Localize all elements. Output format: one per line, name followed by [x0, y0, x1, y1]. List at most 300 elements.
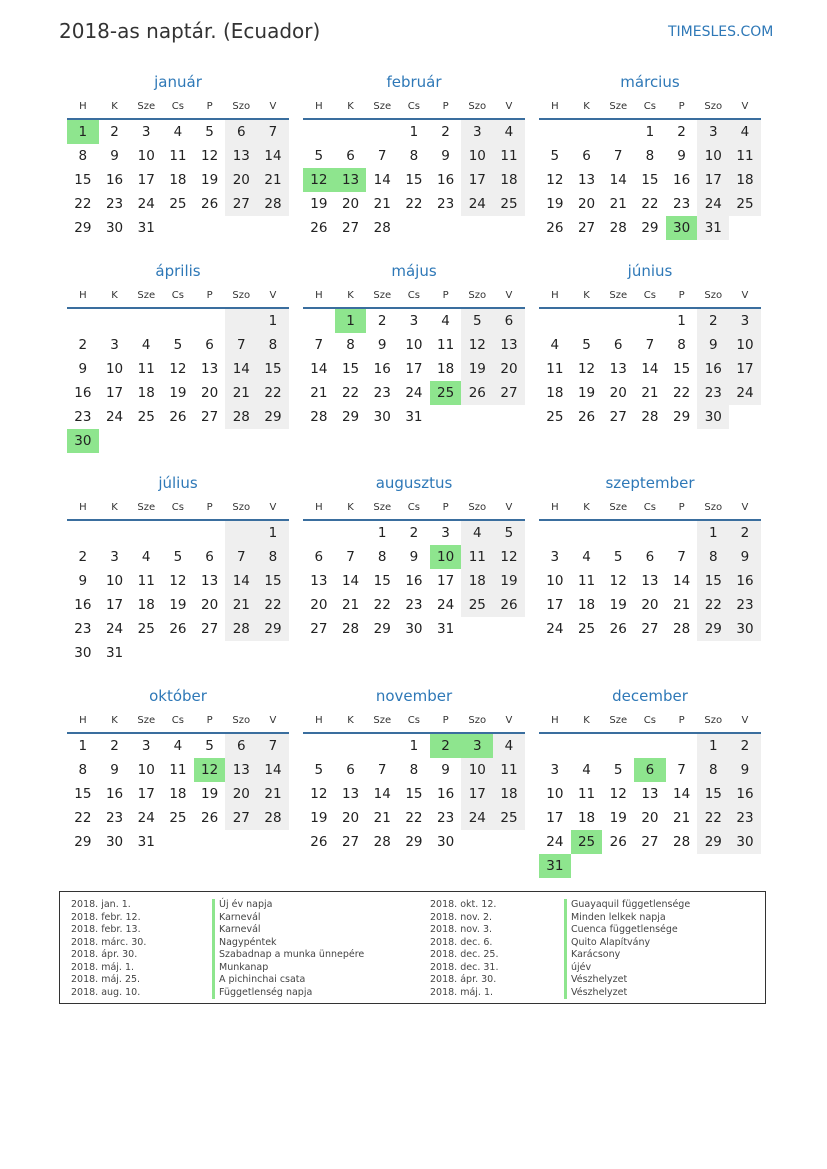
day-cell: 11: [169, 762, 187, 778]
day-cell: 28: [373, 220, 391, 236]
day-cell: 21: [673, 597, 691, 613]
legend-date: 2018. nov. 3.: [430, 924, 493, 935]
day-cell: 22: [673, 385, 691, 401]
day-cell: 23: [437, 810, 455, 826]
day-cell: 14: [225, 357, 257, 381]
weekday-label: Cs: [407, 714, 420, 726]
legend-holiday-name: Függetlenség napja: [212, 987, 364, 1000]
legend-holiday-name: Munkanap: [212, 962, 364, 975]
day-cell: 20: [493, 357, 525, 381]
day-cell: 9: [409, 549, 419, 565]
day-cell: 19: [310, 810, 328, 826]
day-cell: 1: [677, 313, 686, 329]
day-cell: 13: [341, 786, 360, 802]
day-cell: 18: [169, 786, 187, 802]
day-cell: 21: [641, 385, 659, 401]
day-cell: 27: [201, 621, 219, 637]
day-cell: 18: [461, 569, 493, 593]
day-cell: 30: [405, 621, 423, 637]
legend-date: 2018. okt. 12.: [430, 899, 497, 910]
day-cell: 21: [257, 782, 289, 806]
empty-cell: [430, 216, 462, 240]
day-cell: 27: [310, 621, 328, 637]
weekday-label: P: [442, 501, 449, 513]
month-name: január: [154, 73, 202, 91]
day-cell: 25: [461, 593, 493, 617]
day-cell: 4: [461, 521, 493, 545]
day-cell: 23: [74, 621, 92, 637]
day-cell: 28: [257, 806, 289, 830]
day-cell: 17: [461, 168, 493, 192]
day-cell: 23: [74, 409, 92, 425]
day-cell: 22: [697, 593, 729, 617]
day-cell: 7: [257, 734, 289, 758]
weekday-label: P: [678, 100, 685, 112]
empty-cell: [303, 521, 335, 545]
day-cell: 1: [697, 734, 729, 758]
weekday-label: Cs: [407, 501, 420, 513]
day-cell: 4: [173, 124, 183, 140]
weekday-label: H: [315, 501, 323, 513]
day-cell: 18: [577, 810, 596, 826]
empty-cell: [571, 734, 603, 758]
weekday-label: V: [505, 289, 513, 301]
day-cell: 17: [105, 385, 124, 401]
day-cell: 21: [373, 810, 391, 826]
day-cell: 10: [461, 758, 493, 782]
day-cell: 24: [105, 409, 124, 425]
day-cell: 12: [303, 168, 335, 192]
weekday-label: Cs: [171, 289, 184, 301]
day-cell: 9: [78, 573, 88, 589]
day-cell: 19: [546, 196, 564, 212]
day-cell: 27: [577, 220, 596, 236]
day-cell: 14: [341, 573, 360, 589]
month-block: [67, 473, 289, 665]
day-cell: 4: [582, 549, 591, 565]
day-cell: 24: [105, 621, 124, 637]
month-block: [303, 473, 525, 641]
day-cell: 29: [257, 617, 289, 641]
empty-cell: [697, 854, 729, 878]
day-cell: 6: [613, 337, 623, 353]
weekday-label: P: [678, 289, 685, 301]
weekday-label: Szo: [704, 714, 723, 726]
day-cell: 3: [110, 337, 119, 353]
day-cell: 19: [461, 357, 493, 381]
day-cell: 10: [105, 361, 124, 377]
day-cell: 11: [729, 144, 761, 168]
day-grid: [67, 120, 289, 240]
day-cell: 22: [257, 593, 289, 617]
legend-holiday-name: Karácsony: [564, 949, 690, 962]
empty-cell: [225, 521, 257, 545]
weekday-label: Szo: [704, 289, 723, 301]
day-cell: 13: [201, 573, 219, 589]
day-cell: 24: [137, 810, 155, 826]
day-cell: 20: [225, 168, 257, 192]
day-cell: 5: [314, 148, 324, 164]
day-cell: 20: [201, 597, 219, 613]
day-cell: 13: [335, 168, 367, 192]
day-cell: 14: [673, 573, 691, 589]
day-cell: 9: [697, 333, 729, 357]
month-block: [539, 686, 761, 878]
day-cell: 15: [74, 786, 92, 802]
empty-cell: [602, 309, 634, 333]
empty-cell: [539, 521, 571, 545]
day-cell: 17: [105, 597, 124, 613]
day-cell: 18: [577, 597, 596, 613]
empty-cell: [666, 854, 698, 878]
legend-date: 2018. ápr. 30.: [71, 949, 138, 960]
day-cell: 14: [373, 172, 391, 188]
day-cell: 20: [641, 597, 659, 613]
legend-date: 2018. dec. 6.: [430, 936, 493, 948]
month-name: szeptember: [605, 474, 695, 492]
empty-cell: [461, 216, 493, 240]
empty-cell: [99, 521, 131, 545]
day-cell: 27: [641, 621, 659, 637]
weekday-label: Sze: [373, 501, 392, 513]
day-cell: 26: [609, 834, 627, 850]
weekday-label: K: [583, 100, 590, 112]
day-cell: 11: [169, 148, 187, 164]
day-cell: 18: [493, 168, 525, 192]
empty-cell: [162, 216, 194, 240]
day-cell: 26: [310, 220, 328, 236]
day-cell: 7: [377, 762, 387, 778]
day-cell: 4: [441, 313, 450, 329]
day-grid: [67, 521, 289, 665]
empty-cell: [225, 830, 257, 854]
day-cell: 10: [137, 762, 155, 778]
day-cell: 18: [137, 597, 155, 613]
day-cell: 29: [641, 220, 659, 236]
empty-cell: [634, 854, 666, 878]
weekday-label: H: [79, 100, 87, 112]
day-cell: 29: [405, 834, 423, 850]
day-cell: 23: [405, 597, 423, 613]
weekday-header: [539, 495, 761, 519]
day-cell: 11: [493, 144, 525, 168]
day-cell: 28: [225, 617, 257, 641]
day-cell: 16: [729, 782, 761, 806]
day-cell: 24: [729, 381, 761, 405]
day-cell: 24: [546, 621, 564, 637]
day-cell: 31: [697, 216, 729, 240]
day-cell: 31: [137, 220, 155, 236]
empty-cell: [366, 734, 398, 758]
day-cell: 17: [405, 361, 423, 377]
legend-holiday-name: Szabadnap a munka ünnepére: [212, 949, 364, 962]
legend-holiday-name: Quito Alapítvány: [564, 937, 690, 950]
day-cell: 3: [550, 549, 560, 565]
day-cell: 23: [673, 196, 691, 212]
day-cell: 4: [582, 762, 591, 778]
day-grid: [303, 734, 525, 854]
empty-cell: [666, 734, 698, 758]
day-cell: 25: [571, 830, 603, 854]
legend-holiday-name: Cuenca függetlensége: [564, 924, 690, 937]
empty-cell: [194, 641, 226, 665]
day-cell: 11: [577, 573, 596, 589]
day-cell: 2: [677, 124, 686, 140]
day-cell: 12: [461, 333, 493, 357]
day-cell: 18: [437, 361, 455, 377]
day-cell: 2: [729, 521, 761, 545]
page-title: 2018-as naptár. (Ecuador): [59, 19, 321, 43]
day-cell: 21: [225, 593, 257, 617]
day-cell: 5: [493, 521, 525, 545]
day-cell: 11: [461, 545, 493, 569]
legend-date: 2018. jan. 1.: [71, 899, 131, 910]
empty-cell: [303, 309, 335, 333]
day-cell: 20: [341, 810, 360, 826]
day-grid: [539, 120, 761, 240]
day-cell: 22: [341, 385, 360, 401]
day-cell: 29: [697, 617, 729, 641]
weekday-label: K: [111, 714, 118, 726]
empty-cell: [335, 120, 367, 144]
day-cell: 25: [137, 621, 155, 637]
day-cell: 1: [67, 120, 99, 144]
weekday-header: [303, 495, 525, 519]
empty-cell: [303, 734, 335, 758]
day-cell: 31: [137, 834, 155, 850]
day-cell: 21: [225, 381, 257, 405]
day-cell: 6: [493, 309, 525, 333]
day-cell: 16: [373, 361, 391, 377]
day-cell: 7: [225, 545, 257, 569]
day-cell: 14: [257, 144, 289, 168]
day-cell: 22: [74, 196, 92, 212]
day-cell: 22: [373, 597, 391, 613]
day-cell: 6: [346, 762, 355, 778]
empty-cell: [430, 405, 462, 429]
weekday-label: Cs: [171, 714, 184, 726]
day-cell: 13: [493, 333, 525, 357]
empty-cell: [162, 521, 194, 545]
day-cell: 24: [546, 834, 564, 850]
legend-date: 2018. ápr. 30.: [430, 974, 497, 985]
weekday-label: H: [79, 501, 87, 513]
weekday-label: Sze: [137, 100, 156, 112]
day-cell: 22: [697, 806, 729, 830]
day-cell: 7: [677, 549, 686, 565]
legend-date: 2018. febr. 13.: [71, 924, 141, 935]
day-cell: 17: [461, 782, 493, 806]
empty-cell: [666, 521, 698, 545]
day-cell: 1: [257, 309, 289, 333]
day-cell: 2: [110, 738, 119, 754]
empty-cell: [634, 734, 666, 758]
weekday-label: Szo: [468, 714, 487, 726]
day-cell: 4: [493, 734, 525, 758]
day-cell: 5: [461, 309, 493, 333]
day-cell: 4: [141, 337, 151, 353]
day-cell: 24: [137, 196, 155, 212]
weekday-label: P: [678, 501, 685, 513]
day-cell: 2: [78, 337, 88, 353]
empty-cell: [194, 521, 226, 545]
brand-link[interactable]: TIMESLES.COM: [668, 24, 774, 40]
day-cell: 1: [409, 124, 419, 140]
day-cell: 7: [677, 762, 686, 778]
weekday-label: Szo: [468, 289, 487, 301]
day-grid: [303, 309, 525, 429]
empty-cell: [461, 830, 493, 854]
day-cell: 9: [78, 361, 88, 377]
legend-date: 2018. máj. 1.: [71, 961, 135, 973]
day-cell: 19: [310, 196, 328, 212]
day-cell: 14: [225, 569, 257, 593]
weekday-label: V: [269, 501, 277, 513]
day-cell: 4: [550, 337, 560, 353]
weekday-label: V: [269, 714, 277, 726]
day-cell: 17: [137, 786, 155, 802]
day-cell: 8: [697, 545, 729, 569]
weekday-label: P: [206, 100, 213, 112]
day-cell: 12: [609, 786, 627, 802]
weekday-label: Cs: [643, 289, 656, 301]
empty-cell: [67, 521, 99, 545]
day-cell: 19: [169, 385, 187, 401]
day-cell: 25: [546, 409, 564, 425]
day-cell: 2: [377, 313, 387, 329]
legend-date: 2018. dec. 25.: [430, 949, 499, 960]
day-cell: 31: [437, 621, 455, 637]
month-name: március: [620, 73, 680, 91]
day-cell: 19: [609, 810, 627, 826]
weekday-label: K: [111, 289, 118, 301]
day-cell: 6: [205, 549, 214, 565]
day-cell: 10: [546, 573, 564, 589]
day-cell: 5: [205, 738, 214, 754]
weekday-label: Cs: [643, 501, 656, 513]
empty-cell: [335, 521, 367, 545]
day-cell: 16: [74, 385, 92, 401]
day-cell: 30: [729, 617, 761, 641]
month-name: február: [386, 73, 442, 91]
day-cell: 30: [105, 834, 124, 850]
day-cell: 12: [194, 758, 226, 782]
empty-cell: [602, 120, 634, 144]
day-cell: 6: [582, 148, 591, 164]
legend-holiday-name: Nagypéntek: [212, 937, 364, 950]
day-cell: 10: [430, 545, 462, 569]
day-cell: 1: [697, 521, 729, 545]
day-cell: 9: [729, 758, 761, 782]
day-cell: 5: [613, 762, 623, 778]
day-cell: 13: [641, 573, 659, 589]
weekday-label: V: [741, 501, 749, 513]
empty-cell: [493, 617, 525, 641]
day-cell: 15: [341, 361, 360, 377]
day-cell: 6: [225, 734, 257, 758]
weekday-label: Szo: [232, 289, 251, 301]
empty-cell: [335, 734, 367, 758]
day-cell: 15: [74, 172, 92, 188]
empty-cell: [729, 854, 761, 878]
day-cell: 28: [373, 834, 391, 850]
day-grid: [539, 309, 761, 429]
weekday-label: K: [111, 100, 118, 112]
legend-date: 2018. aug. 10.: [71, 986, 141, 998]
empty-cell: [130, 521, 162, 545]
day-cell: 3: [461, 734, 493, 758]
day-cell: 8: [257, 545, 289, 569]
day-cell: 5: [550, 148, 560, 164]
day-cell: 7: [645, 337, 655, 353]
weekday-label: Sze: [373, 714, 392, 726]
day-cell: 8: [78, 762, 88, 778]
day-grid: [539, 521, 761, 641]
legend-date: 2018. dec. 31.: [430, 961, 499, 973]
day-cell: 20: [641, 810, 659, 826]
day-cell: 9: [441, 148, 450, 164]
empty-cell: [602, 854, 634, 878]
empty-cell: [99, 309, 131, 333]
day-grid: [67, 734, 289, 854]
day-cell: 19: [493, 569, 525, 593]
day-cell: 12: [493, 545, 525, 569]
weekday-header: [539, 708, 761, 732]
weekday-label: Szo: [232, 714, 251, 726]
day-cell: 28: [225, 405, 257, 429]
day-cell: 24: [461, 192, 493, 216]
day-cell: 28: [341, 621, 360, 637]
weekday-label: P: [442, 289, 449, 301]
day-cell: 16: [405, 573, 423, 589]
day-cell: 11: [577, 786, 596, 802]
holiday-legend: [59, 891, 766, 1004]
day-cell: 9: [377, 337, 387, 353]
empty-cell: [602, 521, 634, 545]
month-block: [303, 72, 525, 240]
month-block: [539, 261, 761, 429]
weekday-label: H: [315, 100, 323, 112]
day-cell: 3: [729, 309, 761, 333]
day-cell: 28: [673, 834, 691, 850]
empty-cell: [729, 216, 761, 240]
month-block: [67, 72, 289, 240]
day-cell: 16: [105, 786, 124, 802]
day-cell: 27: [609, 409, 627, 425]
empty-cell: [225, 216, 257, 240]
day-cell: 6: [205, 337, 214, 353]
weekday-label: Sze: [137, 501, 156, 513]
day-cell: 30: [67, 429, 99, 453]
empty-cell: [571, 521, 603, 545]
day-cell: 8: [346, 337, 355, 353]
day-cell: 22: [257, 381, 289, 405]
day-cell: 27: [641, 834, 659, 850]
empty-cell: [194, 429, 226, 453]
day-cell: 5: [173, 337, 183, 353]
day-cell: 20: [225, 782, 257, 806]
weekday-label: P: [206, 501, 213, 513]
day-cell: 13: [225, 144, 257, 168]
day-cell: 10: [137, 148, 155, 164]
day-cell: 23: [105, 196, 124, 212]
day-cell: 26: [609, 621, 627, 637]
day-cell: 29: [673, 409, 691, 425]
weekday-label: Cs: [407, 289, 420, 301]
day-cell: 10: [697, 144, 729, 168]
day-cell: 13: [201, 361, 219, 377]
legend-holiday-name: Minden lelkek napja: [564, 912, 690, 925]
